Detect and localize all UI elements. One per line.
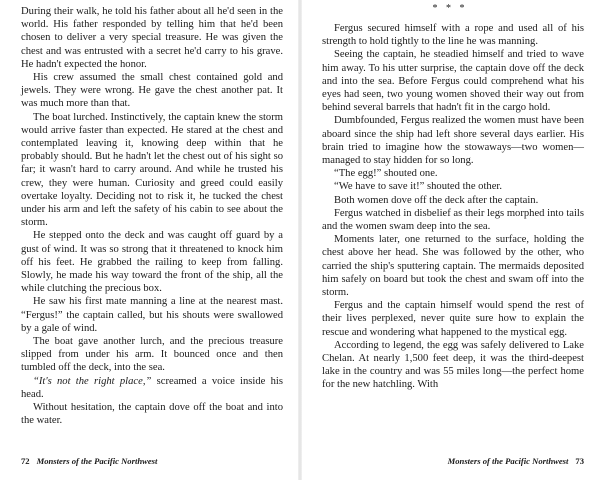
paragraph: Fergus and the captain himself would spend the rest of their lives perplexed, never quite sure how to explain the rescue and wondering what happened to the mystical egg.: [322, 300, 584, 338]
paragraph: According to legend, the egg was safely delivered to Lake Chelan. At nearly 1,500 feet deep, it was the third-deepest lake in the country and was 55 miles long—the perfect home for the new hatchling. With: [322, 339, 584, 391]
paragraph: The boat lurched. Instinctively, the captain knew the storm would arrive faster than expected. He stared at the chest and contemplated leaving it, knowing deep within that he probably should. But he hadn't let the chest out of his sight so far; it wasn't hard to carry around. And while he trusted his crew, they were human. Curiosity and greed could easily overtake loyalty. Deciding not to risk it, he tucked the chest under his arm and left the safety of his cabin to see about the storm.: [21, 111, 283, 229]
paragraph: Dumbfounded, Fergus realized the women must have been aboard since the ship had left shore several days earlier. His brain tried to imagine how the stowaways—two women—managed to stay hidden for so long.: [322, 115, 584, 167]
paragraph: He saw his first mate manning a line at the nearest mast. “Fergus!” the captain called, but his shouts were swallowed by a gale of wind.: [21, 296, 283, 334]
italic-quote: “It's not the right place,”: [33, 375, 152, 387]
scene-break: * * *: [432, 3, 468, 14]
quote-paragraph: [21, 375, 283, 401]
left-page-footer: [21, 456, 157, 466]
running-title: Monsters of the Pacific Northwest: [447, 456, 569, 466]
paragraph: Fergus watched in disbelief as their legs morphed into tails and the women swam deep into the sea.: [322, 207, 584, 233]
paragraph: During their walk, he told his father about all he'd seen in the world. His father responded by telling him that he'd been chosen to deliver a very special treasure. He was given the chest and was entrusted with a secret he'd carry to his grave. He hadn't expected the honor.: [21, 6, 283, 70]
paragraph: “The egg!” shouted one.: [334, 168, 438, 180]
paragraph: Fergus secured himself with a rope and used all of his strength to hold tightly to the line he was manning.: [322, 23, 584, 48]
right-page-body: [322, 22, 584, 392]
paragraph: Without hesitation, the captain dove off the boat and into the water.: [21, 402, 283, 427]
page-number: 72: [21, 456, 30, 466]
paragraph: Seeing the captain, he steadied himself and tried to wave him away. To his utter surprise, the captain dove off the deck and into the sea. Before Fergus could comprehend what his eyes had seen, two young women shoved their way out from behind several barrels that hadn't fit in the cargo hold.: [322, 49, 584, 114]
right-page-footer: [448, 456, 584, 466]
paragraph: Both women dove off the deck after the captain.: [334, 194, 539, 206]
quote-continuation: screamed a voice inside his head.: [21, 375, 283, 400]
page-number: 73: [575, 456, 584, 466]
paragraph: “We have to save it!” shouted the other.: [334, 181, 502, 193]
paragraph: The boat gave another lurch, and the precious treasure slipped from under his arm. It bounced once and then tumbled off the deck, into the sea.: [21, 336, 283, 374]
paragraph: Moments later, one returned to the surface, holding the chest above her head. She was followed by the other, who carried the ship's sputtering captain. The mermaids deposited him safely on board but took the chest and swam off into the storm.: [322, 234, 584, 299]
left-page-body: [21, 5, 283, 428]
paragraph: His crew assumed the small chest contained gold and jewels. They were wrong. He gave the chest another pat. It was much more than that.: [21, 72, 283, 110]
running-title: Monsters of the Pacific Northwest: [36, 456, 158, 466]
right-page: [300, 0, 600, 480]
paragraph: He stepped onto the deck and was caught off guard by a gust of wind. It was so strong that it threatened to knock him off his feet. He grabbed the railing to keep from falling. Slowly, he made his way toward the front of the ship, all the while clutching the precious box.: [21, 230, 283, 295]
